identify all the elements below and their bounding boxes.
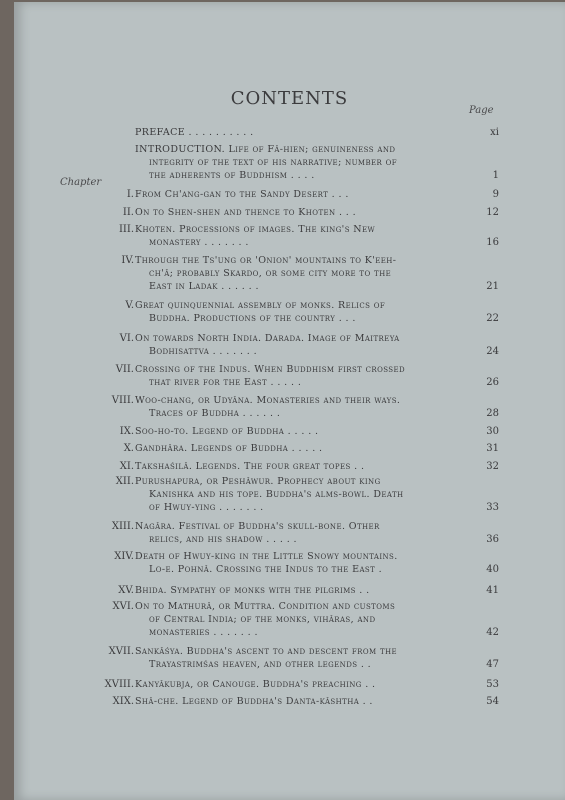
page-number: 53	[486, 679, 499, 690]
page-number: 9	[492, 189, 499, 200]
chapter-title-line: Bhida. Sympathy of monks with the pilgrims . .	[135, 585, 370, 596]
chapter-title-line: Purushapura, or Peshâwur. Prophecy about king	[135, 476, 381, 487]
chapter-title-line: From Ch'ang-gan to the Sandy Desert . . .	[135, 189, 349, 200]
chapter-title-line: ch'â; probably Skardo, or some city more to the	[149, 268, 392, 279]
chapter-title-line: INTRODUCTION. Life of Fâ-hien; genuineness and	[135, 144, 396, 155]
toc-entry	[14, 206, 565, 219]
page-number: 30	[486, 426, 499, 437]
page-number: 36	[486, 534, 499, 545]
toc-entry	[14, 299, 565, 325]
page-number: 47	[486, 659, 499, 670]
chapter-title-line: Lo-e. Pohnâ. Crossing the Indus to the East .	[149, 564, 383, 575]
toc-entry	[14, 475, 565, 514]
chapter-title-line: Shâ-che. Legend of Buddha's Danta-kâshtha . .	[135, 696, 373, 707]
chapter-number: II.	[122, 207, 134, 218]
page-number: 32	[486, 461, 499, 472]
chapter-title	[135, 223, 475, 249]
chapter-title	[135, 425, 475, 438]
chapter-title-line: monastery . . . . . . .	[149, 237, 249, 248]
page-number: 40	[486, 564, 499, 575]
chapter-title	[135, 394, 475, 420]
page-number: 24	[486, 346, 499, 357]
page-number: 12	[486, 207, 499, 218]
chapter-title-line: Through the Ts'ung or 'Onion' mountains to K'eeh-	[135, 255, 397, 266]
page-number: 21	[486, 281, 499, 292]
chapter-number: VII.	[115, 364, 134, 375]
toc-entry	[14, 584, 565, 597]
chapter-number: IV.	[121, 255, 134, 266]
chapter-title	[135, 600, 475, 639]
chapter-number: XIV.	[114, 551, 134, 562]
chapter-number: XVI.	[112, 601, 134, 612]
chapter-number: X.	[123, 443, 134, 454]
chapter-number: III.	[118, 224, 134, 235]
chapter-number: XV.	[118, 585, 134, 596]
chapter-title-line: Trayastrimśas heaven, and other legends . .	[149, 659, 372, 670]
chapter-number: VI.	[119, 333, 134, 344]
chapter-title	[135, 460, 475, 473]
toc-entry	[14, 645, 565, 671]
chapter-title-line: Nagâra. Festival of Buddha's skull-bone. Other	[135, 521, 380, 532]
chapter-number: V.	[125, 300, 134, 311]
chapter-title	[135, 188, 475, 201]
chapter-title-line: Soo-ho-to. Legend of Buddha . . . . .	[135, 426, 319, 437]
page-number: 42	[486, 627, 499, 638]
chapter-title	[135, 695, 475, 708]
chapter-number: XI.	[119, 461, 134, 472]
page-number: 41	[486, 585, 499, 596]
chapter-title-line: Takshaśilâ. Legends. The four great topes . .	[135, 461, 365, 472]
chapter-title-line: the adherents of Buddhism . . . .	[149, 170, 315, 181]
chapter-title-line: of Hwuy-ying . . . . . . .	[149, 502, 264, 513]
page-column-header: Page	[469, 105, 494, 116]
chapter-title	[135, 143, 475, 182]
page-number: 26	[486, 377, 499, 388]
chapter-title-line: Great quinquennial assembly of monks. Relics of	[135, 300, 386, 311]
toc-entry	[14, 695, 565, 708]
toc-entry	[14, 332, 565, 358]
toc-entry	[14, 188, 565, 201]
chapter-title	[135, 363, 475, 389]
toc-entry	[14, 363, 565, 389]
chapter-title-line: Woo-chang, or Udyâna. Monasteries and their ways.	[135, 395, 401, 406]
chapter-title-line: that river for the East . . . . .	[149, 377, 302, 388]
chapter-title	[135, 550, 475, 576]
page-number: 28	[486, 408, 499, 419]
toc-entry	[14, 600, 565, 639]
chapter-title-line: East in Ladak . . . . . .	[149, 281, 259, 292]
toc-entry	[14, 126, 565, 139]
toc-entry	[14, 442, 565, 455]
toc-entry	[14, 678, 565, 691]
toc-entry	[14, 394, 565, 420]
page-title: CONTENTS	[230, 88, 349, 109]
book-page	[14, 2, 565, 800]
chapter-title-line: integrity of the text of his narrative; number of	[149, 157, 398, 168]
chapter-column-header: Chapter	[60, 177, 102, 188]
chapter-title	[135, 332, 475, 358]
page-number: 22	[486, 313, 499, 324]
toc-entry	[14, 425, 565, 438]
chapter-number: XIX.	[112, 696, 134, 707]
chapter-title	[135, 645, 475, 671]
chapter-number: I.	[126, 189, 134, 200]
chapter-title-line: Traces of Buddha . . . . . .	[149, 408, 281, 419]
chapter-number: VIII.	[111, 395, 134, 406]
toc-entry	[14, 254, 565, 293]
chapter-number: IX.	[119, 426, 134, 437]
chapter-title-line: relics, and his shadow . . . . .	[149, 534, 297, 545]
chapter-number: XIII.	[111, 521, 134, 532]
chapter-title-line: Kanishka and his tope. Buddha's alms-bowl. Death	[149, 489, 404, 500]
chapter-number: XVIII.	[104, 679, 134, 690]
page-number: 1	[492, 170, 499, 181]
page-number: 16	[486, 237, 499, 248]
chapter-title	[135, 475, 475, 514]
chapter-title-line: On to Mathurâ, or Muttra. Condition and customs	[135, 601, 396, 612]
chapter-title-line: Sankâśya. Buddha's ascent to and descent from the	[135, 646, 398, 657]
chapter-title	[135, 254, 475, 293]
toc-entry	[14, 520, 565, 546]
chapter-title-line: of Central India; of the monks, vihâras, and	[149, 614, 376, 625]
chapter-number: XVII.	[108, 646, 134, 657]
chapter-title-line: Gandhâra. Legends of Buddha . . . . .	[135, 443, 323, 454]
chapter-title-line: On to Shen-shen and thence to Khoten . . .	[135, 207, 357, 218]
chapter-title-line: Bodhisattva . . . . . . .	[149, 346, 258, 357]
page-number: 31	[486, 443, 499, 454]
chapter-title	[135, 678, 475, 691]
chapter-title-line: Kanyâkubja, or Canouge. Buddha's preaching . .	[135, 679, 376, 690]
chapter-title-line: Khoten. Processions of images. The king's New	[135, 224, 376, 235]
chapter-title-line: Death of Hwuy-king in the Little Snowy mountains.	[135, 551, 398, 562]
toc-entry	[14, 550, 565, 576]
toc-entry	[14, 460, 565, 473]
chapter-title	[135, 299, 475, 325]
page-number: 54	[486, 696, 499, 707]
chapter-title-line: On towards North India. Darada. Image of Maitreya	[135, 333, 400, 344]
chapter-title-line: monasteries . . . . . . .	[149, 627, 258, 638]
chapter-title-line: Crossing of the Indus. When Buddhism first crossed	[135, 364, 406, 375]
page-number: 33	[486, 502, 499, 513]
toc-entry	[14, 223, 565, 249]
chapter-title-line: PREFACE . . . . . . . . . .	[135, 127, 254, 138]
chapter-title	[135, 442, 475, 455]
chapter-number: XII.	[115, 476, 134, 487]
chapter-title	[135, 126, 475, 139]
chapter-title	[135, 584, 475, 597]
chapter-title	[135, 206, 475, 219]
page-number: xi	[490, 127, 499, 138]
chapter-title	[135, 520, 475, 546]
toc-entry	[14, 143, 565, 182]
chapter-title-line: Buddha. Productions of the country . . .	[149, 313, 356, 324]
